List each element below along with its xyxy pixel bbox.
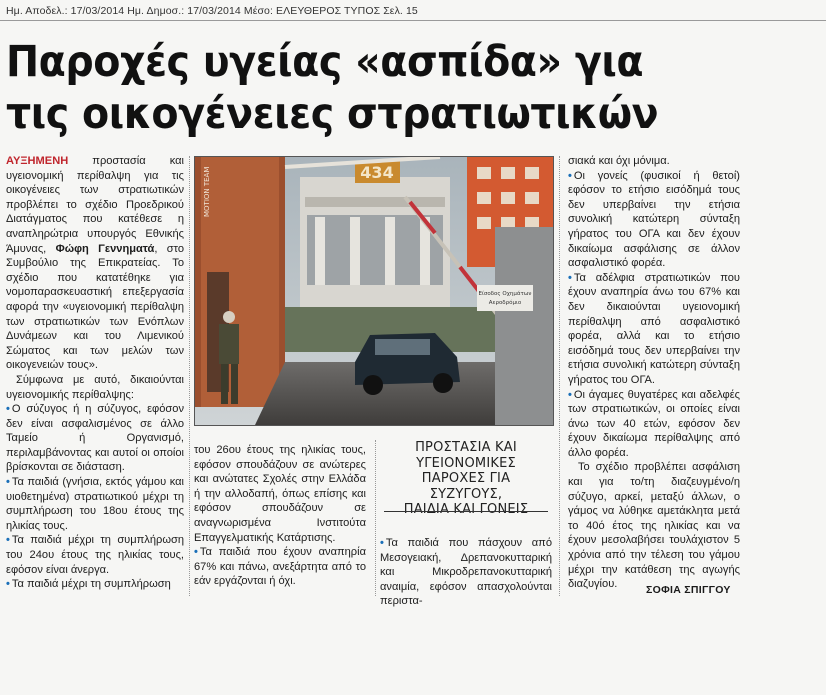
author-byline: ΣΟΦΙΑ ΣΠΙΓΓΟΥ bbox=[646, 584, 731, 596]
bullet-icon: • bbox=[6, 476, 10, 489]
bullet-icon: • bbox=[568, 271, 572, 284]
bullet-icon: • bbox=[6, 534, 10, 547]
photo-credit: MOTION TEAM bbox=[203, 166, 211, 217]
article-column-2 bbox=[194, 443, 366, 589]
meta-divider bbox=[0, 20, 826, 21]
article-column-4 bbox=[568, 154, 740, 592]
column-divider bbox=[189, 156, 190, 596]
gate-sign-line-1: Είσοδος Οχημάτων bbox=[478, 291, 532, 297]
minister-name: Φώφη Γεννηματά bbox=[55, 242, 155, 255]
list-item: • Οι άγαμες θυγατέρες και αδελφές των στρατιωτικών, οι οποίες είναι άνω των 40 ετών, εφόσον δεν έχουν δικαίωμα περίθαλψης από άλλο φορέα. bbox=[568, 388, 740, 459]
column-divider bbox=[375, 440, 376, 596]
building-sign-number: 434 bbox=[360, 163, 394, 182]
bullet-icon: • bbox=[6, 578, 10, 591]
list-item: • Τα παιδιά μέχρι τη συμπλήρωση του 24ου έτους της ηλικίας τους, εφόσον είναι άνεργα. bbox=[6, 534, 184, 576]
list-item: • Τα παιδιά (γνήσια, εκτός γάμου και υιοθετημένα) στρατιωτικού μέχρι τη συμπλήρωση του 18ου έτους της ηλικίας τους. bbox=[6, 476, 184, 532]
paragraph: του 26ου έτους της ηλικίας τους, εφόσον σπουδάζουν σε ανώτερες και ανώτατες Σχολές στην Ελλάδα ή την αλλοδαπή, όπως επίσης και εφόσον σπουδάζουν σε αναγνωρισμένα Ινστιτούτα Επαγγελματικής Κατάρτισης. bbox=[194, 444, 366, 544]
headline-line-1: Παροχές υγείας «ασπίδα» για bbox=[6, 37, 644, 87]
lead-paragraph: ΑΥΞΗΜΕΝΗ προστασία και υγειονομική περίθαλψη για τις οικογένειες των στρατιωτικών προβλέπει το σχέδιο Προεδρικού Διατάγματος που κατέθεσε η αναπληρώτρια υπουργός Εθνικής Άμυνας, Φώφη Γεννηματά, στο Συμβούλιο της Επικρατείας. Το σχέδιο που κατατέθηκε για νομοπαρασκευαστική επεξεργασία αφορά την «υγειονομική περίθαλψη των στρατιωτικών των Ενόπλων Δυνάμεων και του Λιμενικού Σώματος και των μελών των οικογενειών τους». bbox=[6, 155, 185, 372]
column-divider bbox=[559, 156, 560, 596]
article-column-3 bbox=[380, 536, 552, 609]
headline bbox=[6, 36, 742, 140]
bullet-icon: • bbox=[6, 403, 10, 416]
list-item: • Τα αδέλφια στρατιωτικών που έχουν αναπηρία άνω του 67% και δεν δικαιούνται υγειονομική περίθαλψη από ασφαλιστικό φορέα, αλλά και το ετήσιο εισόδημά τους δεν υπερβαίνει την ετήσια συνολική κατώτερη σύνταξη γήρατος του ΟΓΑ. bbox=[568, 271, 740, 386]
bullet-icon: • bbox=[568, 169, 572, 182]
gate-sign-line-2: Αεροδρόμιο bbox=[488, 300, 522, 306]
bullet-icon: • bbox=[194, 546, 198, 559]
list-item: • Τα παιδιά που πάσχουν από Μεσογειακή, Δρεπανοκυτταρική και Μικροδρεπανοκυτταρική αναιμία, εφόσον απασχολούνται περιστα- bbox=[380, 537, 552, 608]
bullet-icon: • bbox=[380, 537, 384, 549]
list-item: • Τα παιδιά που έχουν αναπηρία 67% και πάνω, ανεξάρτητα από το εάν εργάζονται ή όχι. bbox=[194, 546, 366, 588]
list-item: • Οι γονείς (φυσικοί ή θετοί) εφόσον το ετήσιο εισόδημά τους δεν υπερβαίνει την ετήσια συνολική κατώτερη σύνταξη γήρατος του ΟΓΑ και δεν έχουν δικαίωμα ασφάλισης σε άλλον ασφαλιστικό φορέα. bbox=[568, 169, 740, 270]
list-item: • Τα παιδιά μέχρι τη συμπλήρωση bbox=[6, 578, 171, 591]
paragraph: Σύμφωνα με αυτό, δικαιούνται υγειονομικής περίθαλψης: bbox=[6, 373, 184, 401]
paragraph: σιακά και όχι μόνιμα. bbox=[568, 155, 670, 167]
headline-line-2: τις οικογένειες στρατιωτικών bbox=[6, 89, 659, 139]
list-item: • Ο σύζυγος ή η σύζυγος, εφόσον δεν είναι ασφαλισμένος σε άλλο Ταμείο ή Οργανισμό, περιλαμβάνοντας και αυτοί οι οποίοι βρίσκονται σε διάσταση. bbox=[6, 403, 184, 474]
paragraph: Το σχέδιο προβλέπει ασφάλιση και για το/τη διαζευγμένο/η σύζυγο, αρκεί, μεταξύ άλλων, ο γάμος να λύθηκε αμετάκλητα μετά το 40ό έτος της ηλικίας και να έχουν μεσολαβήσει τουλάχιστον 5 χρόνια από την τέλεση του γάμου μέχρι την κατάθεση της αγωγής διαζυγίου. bbox=[568, 461, 740, 591]
military-base-gate-photo bbox=[195, 157, 553, 425]
article-column-1 bbox=[6, 154, 184, 592]
article-photo bbox=[194, 156, 554, 426]
lead-word: ΑΥΞΗΜΕΝΗ bbox=[6, 155, 69, 167]
subheadline-rule bbox=[384, 511, 548, 512]
clipping-meta: Ημ. Αποδελ.: 17/03/2014 Ημ. Δημοσ.: 17/03/2014 Μέσο: ΕΛΕΥΘΕΡΟΣ ΤΥΠΟΣ Σελ. 15 bbox=[6, 5, 418, 17]
subheadline: ΠΡΟΣΤΑΣΙΑ ΚΑΙ ΥΓΕΙΟΝΟΜΙΚΕΣ ΠΑΡΟΧΕΣ ΓΙΑ ΣΥΖΥΓΟΥΣ, ΠΑΙΔΙΑ ΚΑΙ ΓΟΝΕΙΣ bbox=[403, 440, 529, 518]
bullet-icon: • bbox=[568, 388, 572, 401]
